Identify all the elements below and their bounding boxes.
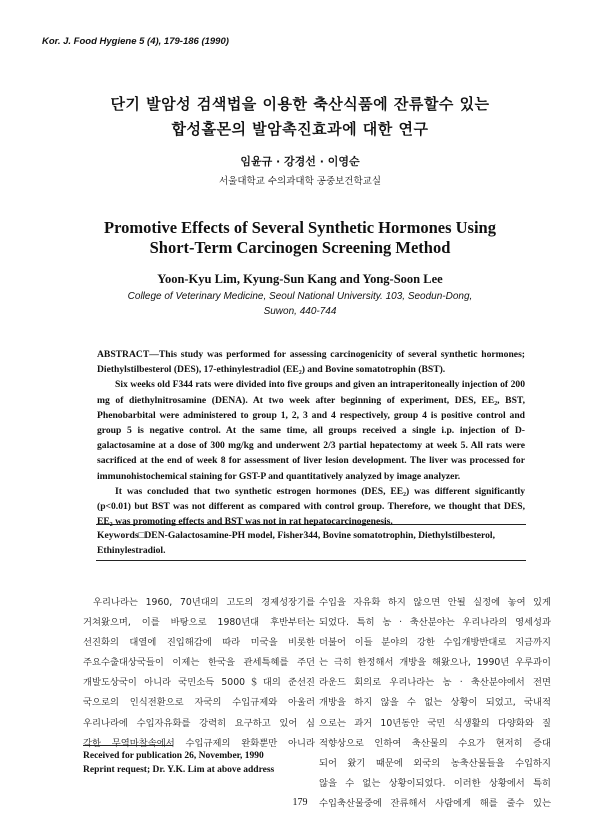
abstract-paragraph-3: It was concluded that two synthetic estrogen hormones (DES, EE₂) was different significantly (p<0.01) but BST was not different as compared with control group. Therefore, we thought that DES, EE₂ was promoting effects and BST was not in rat hepatocarcinogenesis.: [97, 485, 525, 528]
footnote-reprint-request: Reprint request; Dr. Y.K. Lim at above address: [83, 765, 275, 775]
body-column-right: [319, 593, 551, 814]
keywords-top-rule: [96, 524, 526, 525]
body-right-line-9: 되어 왔기 때문에 외국의 농축산물들을 수입하지: [319, 757, 551, 769]
footnote-received: Received for publication 26, November, 1990: [83, 751, 264, 761]
body-right-line-5: 라운드 회의로 우리나라는 농 · 축산분야에서 전면: [319, 677, 551, 689]
english-affiliation-line-1: College of Veterinary Medicine, Seoul National University. 103, Seodun-Dong,: [127, 291, 473, 302]
body-right-line-6: 개방을 하지 않을 수 없는 상황이 되었고, 국내적: [319, 697, 551, 709]
body-left-line-7: 우리나라에 수입자유화를 강력히 요구하고 있어 심: [83, 717, 315, 729]
body-left-line-5: 개발도상국이 아니라 국민소득 5000＄대의 준선진: [83, 677, 315, 689]
body-left-line-4: 주요수출대상국들이 이제는 한국을 관세특혜를 주던: [83, 657, 315, 669]
korean-authors: 임윤규 · 강경선 · 이영순: [240, 155, 360, 168]
body-left-line-6: 국으로의 인식전환으로 자국의 수입규제와 아울러: [83, 697, 315, 709]
body-right-line-4: 는 극히 한정해서 개방을 해왔으나, 1990년 우루과이: [319, 657, 551, 669]
body-right-line-3: 더불어 이들 분야의 강한 수입개방반대로 지금까지: [319, 637, 551, 649]
korean-title-line-1: 단기 발암성 검색법을 이용한 축산식품에 잔류할수 있는: [110, 95, 490, 113]
body-left-line-8: 각한 무역마찰속에서 수입규제의 완화뿐만 아니라: [83, 737, 315, 749]
body-right-line-7: 으로는 과거 10년동안 국민 식생활의 다양화와 질: [319, 717, 551, 729]
keywords: Keywords□DEN-Galactosamine-PH model, Fisher344, Bovine somatotrophin, Diethylstilbesterol, Ethinylestradiol.: [97, 530, 495, 556]
english-affiliation-line-2: Suwon, 440-744: [263, 306, 337, 317]
footnote: [83, 749, 274, 777]
body-right-line-1: 수입을 자유화 하지 않으면 안될 실정에 놓여 있게: [319, 597, 551, 608]
abstract-paragraph-1: ABSTRACT—This study was performed for assessing carcinogenicity of several synthetic hormones; Diethylstilbesterol (DES), 17-ethinylestradiol (EE₂) and Bovine somatotrophin (BST).: [97, 349, 525, 376]
english-title-line-1: Promotive Effects of Several Synthetic Hormones Using: [104, 218, 496, 237]
body-right-line-11: 수입축산물중에 잔류해서 사람에게 해를 줄수 있는: [319, 797, 551, 809]
keywords-bottom-rule: [96, 560, 526, 561]
body-left-line-2: 거쳐왔으며, 이를 바탕으로 1980년대 후반부터는: [83, 617, 315, 629]
english-authors: Yoon-Kyu Lim, Kyung-Sun Kang and Yong-Soon Lee: [157, 272, 443, 286]
body-left-line-1: 우리나라는 1960, 70년대의 고도의 경제성장기를: [93, 597, 315, 608]
korean-title-line-2: 합성홀몬의 발암촉진효과에 대한 연구: [171, 120, 429, 138]
korean-affiliation: 서울대학교 수의과대학 공중보건학교실: [218, 176, 382, 187]
abstract-paragraph-2: Six weeks old F344 rats were divided into five groups and given an intraperitoneally injection of 200 mg of diethylnitrosamine (DENA). At two week after beginning of experiment, DES, EE₂, BST, Phenobarbital were administered to group 1, 2, 3 and 4 respectively, group 4 is positive control and group 5 is negative control. At the same time, all groups received a single i.p. injection of D-galactosamine at a dose of 300 mg/kg and underwent 2/3 partial hepatectomy at week 5. All rats were sacrificed at the end of week 8 for assessment of liver lesion development. The liver was processed for immunohistochemical staining for GST-P and quantitatively analyzed by image analyzer.: [97, 379, 525, 482]
english-title-line-2: Short-Term Carcinogen Screening Method: [149, 238, 451, 257]
body-left-line-3: 선진화의 대열에 진입해감에 따라 미국을 비롯한: [83, 637, 315, 649]
body-right-line-2: 되었다. 특히 농 · 축산분야는 우리나라의 영세성과: [319, 617, 551, 629]
page-number: 179: [292, 797, 308, 808]
body-column-left: [83, 593, 315, 754]
journal-reference: Kor. J. Food Hygiene 5 (4), 179-186 (1990): [42, 36, 229, 47]
abstract: [97, 347, 525, 529]
body-right-line-8: 적향상으로 인하여 축산물의 수요가 현저히 증대: [319, 737, 551, 749]
footnote-rule: [83, 745, 173, 746]
body-right-line-10: 않을 수 없는 상황이되었다. 이러한 상황에서 특히: [319, 777, 551, 789]
